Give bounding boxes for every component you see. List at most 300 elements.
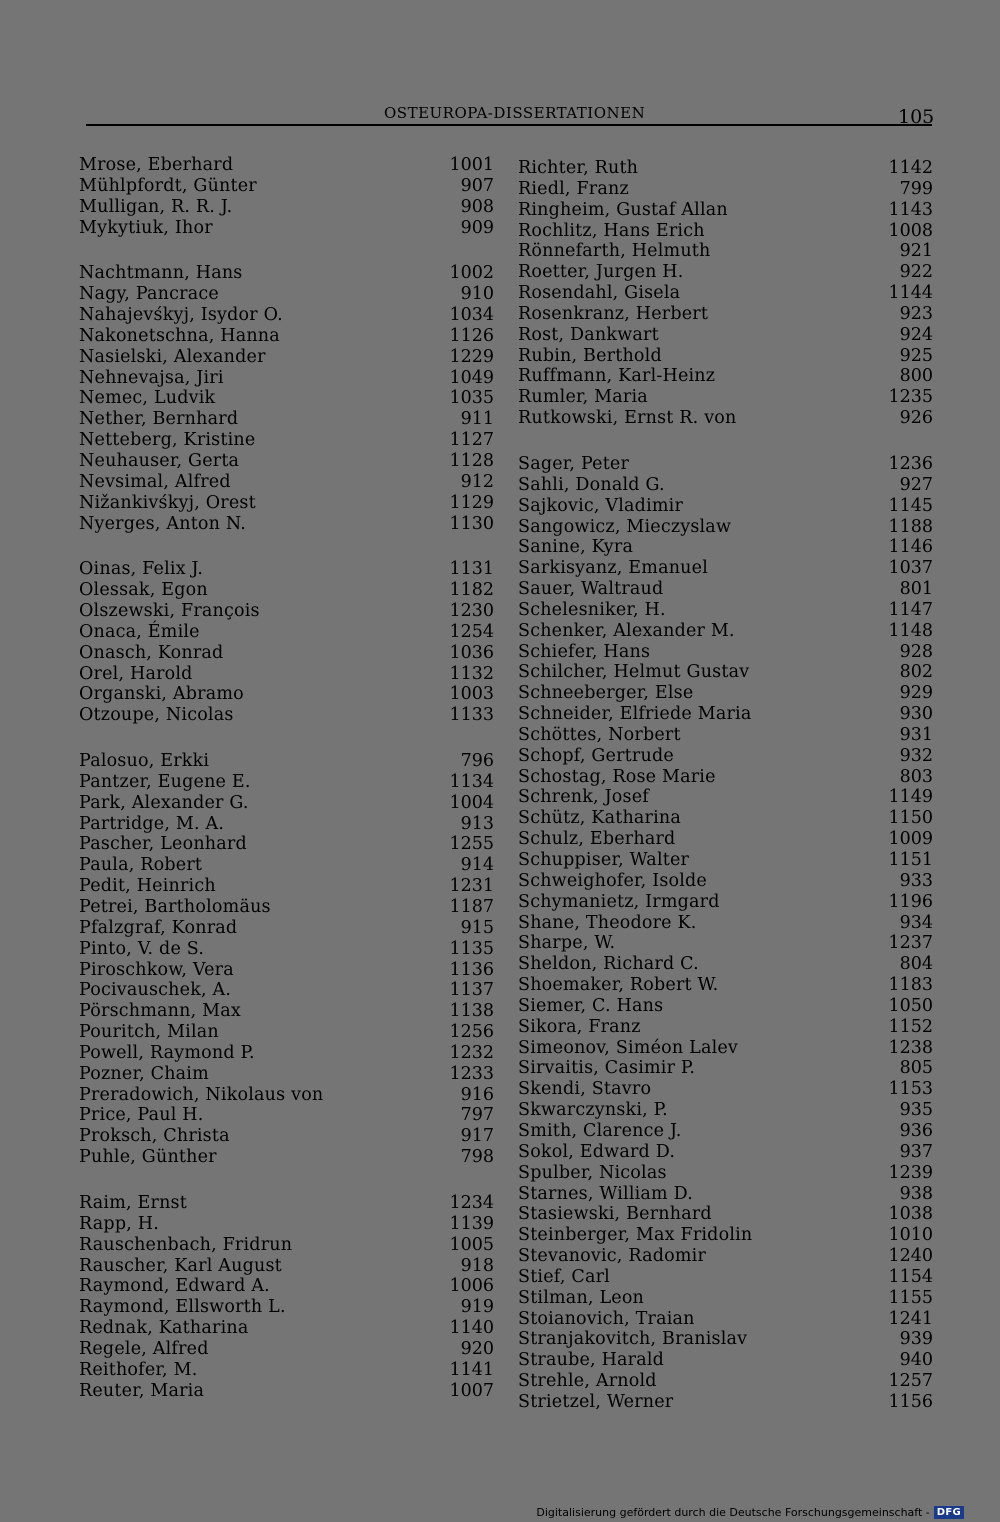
index-entry: [79, 284, 497, 305]
digitization-footer: [536, 1506, 964, 1519]
index-entry: [79, 1297, 497, 1318]
index-entry: [79, 793, 497, 814]
index-entry: [79, 197, 497, 218]
author-name: Sokol, Edward D.: [518, 1141, 676, 1162]
entry-number: 917: [460, 1126, 494, 1147]
author-name: Nagy, Pancrace: [79, 284, 219, 305]
index-entry: [79, 493, 497, 514]
entry-number: 799: [899, 178, 933, 199]
author-name: Onaca, Émile: [79, 621, 200, 642]
author-name: Schopf, Gertrude: [518, 745, 674, 766]
index-entry: [79, 1256, 497, 1277]
author-name: Stasiewski, Bernhard: [518, 1204, 712, 1225]
author-name: Netteberg, Kristine: [79, 430, 256, 451]
index-entry: [79, 472, 497, 493]
author-name: Ruffmann, Karl-Heinz: [518, 366, 716, 387]
entry-number: 1034: [449, 305, 494, 326]
index-entry: [79, 939, 497, 960]
letter-group-spacer: [79, 1168, 497, 1193]
author-name: Oinas, Felix J.: [79, 559, 204, 580]
index-entry: [518, 283, 936, 304]
index-entry: [79, 1235, 497, 1256]
entry-number: 936: [899, 1120, 933, 1141]
index-entry: [518, 746, 936, 767]
entry-number: 932: [899, 745, 933, 766]
author-name: Rauscher, Karl August: [79, 1255, 282, 1276]
entry-number: 1188: [888, 516, 933, 537]
index-entry: [518, 725, 936, 746]
entry-number: 802: [899, 662, 933, 683]
footer-text: Digitalisierung gefördert durch die Deutsche Forschungsgemeinschaft -: [536, 1506, 930, 1519]
entry-number: 1003: [449, 684, 494, 705]
entry-number: 1138: [449, 1001, 494, 1022]
author-name: Schuppiser, Walter: [518, 850, 690, 870]
index-entry: [79, 1105, 497, 1126]
author-name: Orel, Harold: [79, 663, 193, 684]
entry-number: 803: [899, 766, 933, 787]
index-entry: [79, 751, 497, 772]
index-entry: [518, 1225, 936, 1246]
author-name: Organski, Abramo: [79, 684, 244, 705]
entry-number: 1037: [888, 558, 933, 579]
entry-number: 1149: [888, 787, 933, 808]
entry-number: 1035: [449, 388, 494, 409]
index-entry: [79, 772, 497, 793]
index-entry: [79, 218, 497, 239]
entry-number: 934: [899, 912, 933, 933]
author-name: Nevsimal, Alfred: [79, 471, 231, 492]
index-entry: [518, 850, 936, 871]
author-name: Rochlitz, Hans Erich: [518, 220, 705, 241]
author-name: Rutkowski, Ernst R. von: [518, 408, 737, 429]
entry-number: 915: [460, 917, 494, 938]
author-name: Olszewski, François: [79, 601, 260, 622]
entry-number: 1130: [449, 513, 494, 534]
index-entry: [79, 155, 497, 176]
entry-number: 1005: [449, 1234, 494, 1255]
index-entry: [79, 1318, 497, 1339]
entry-number: 800: [899, 366, 933, 387]
entry-number: 938: [899, 1183, 933, 1204]
index-entry: [79, 305, 497, 326]
index-entry: [79, 176, 497, 197]
author-name: Pinto, V. de S.: [79, 938, 205, 959]
author-name: Schulz, Eberhard: [518, 829, 676, 850]
author-name: Stranjakovitch, Branislav: [518, 1329, 748, 1350]
index-entry: [79, 1214, 497, 1235]
entry-number: 1038: [888, 1204, 933, 1225]
index-entry: [79, 601, 497, 622]
index-entry: [518, 642, 936, 663]
entry-number: 910: [460, 284, 494, 305]
author-name: Strehle, Arnold: [518, 1371, 657, 1392]
author-name: Simeonov, Siméon Lalev: [518, 1037, 739, 1058]
author-name: Pfalzgraf, Konrad: [79, 917, 238, 938]
entry-number: 1010: [888, 1225, 933, 1246]
author-name: Schiefer, Hans: [518, 641, 651, 662]
entry-number: 940: [899, 1350, 933, 1371]
author-name: Raymond, Edward A.: [79, 1276, 270, 1297]
index-entry: [79, 1126, 497, 1147]
entry-number: 916: [460, 1084, 494, 1105]
index-entry: [518, 683, 936, 704]
entry-number: 1132: [449, 663, 494, 684]
entry-number: 937: [899, 1141, 933, 1162]
entry-number: 1237: [888, 933, 933, 954]
author-name: Sanine, Kyra: [518, 537, 634, 558]
entry-number: 1146: [888, 537, 933, 558]
entry-number: 1126: [449, 325, 494, 346]
author-name: Shane, Theodore K.: [518, 912, 697, 933]
author-name: Mrose, Eberhard: [79, 155, 234, 175]
entry-number: 1129: [449, 492, 494, 513]
entry-number: 908: [460, 196, 494, 217]
index-entry: [79, 1147, 497, 1168]
author-name: Raymond, Ellsworth L.: [79, 1297, 286, 1318]
entry-number: 1255: [449, 834, 494, 855]
author-name: Pouritch, Milan: [79, 1022, 219, 1043]
author-name: Price, Paul H.: [79, 1105, 204, 1126]
entry-number: 1148: [888, 620, 933, 641]
running-header-title: OSTEUROPA-DISSERTATIONEN: [384, 104, 646, 122]
author-name: Sangowicz, Mieczyslaw: [518, 516, 732, 537]
index-entry: [79, 814, 497, 835]
author-name: Reuter, Maria: [79, 1380, 205, 1401]
author-name: Sajkovic, Vladimir: [518, 495, 684, 516]
author-name: Palosuo, Erkki: [79, 751, 210, 772]
author-name: Paula, Robert: [79, 855, 203, 876]
author-name: Schymanietz, Irmgard: [518, 891, 720, 912]
index-entry: [518, 346, 936, 367]
author-name: Sarkisyanz, Emanuel: [518, 558, 709, 579]
author-name: Raim, Ernst: [79, 1192, 187, 1213]
letter-group-spacer: [518, 429, 936, 454]
index-entry: [518, 1163, 936, 1184]
entry-number: 1187: [449, 897, 494, 917]
index-entry: [518, 913, 936, 934]
author-name: Richter, Ruth: [518, 158, 639, 178]
entry-number: 1141: [449, 1359, 494, 1380]
left-index-column: [79, 155, 497, 1401]
author-name: Schöttes, Norbert: [518, 724, 681, 745]
entry-number: 1257: [888, 1371, 933, 1392]
author-name: Pedit, Heinrich: [79, 876, 216, 897]
index-entry: [79, 1064, 497, 1085]
index-entry: [518, 892, 936, 913]
entry-number: 1241: [888, 1308, 933, 1329]
index-entry: [518, 871, 936, 892]
author-name: Otzoupe, Nicolas: [79, 705, 234, 726]
author-name: Starnes, William D.: [518, 1183, 693, 1204]
index-entry: [518, 787, 936, 808]
author-name: Nasielski, Alexander: [79, 346, 266, 367]
index-entry: [518, 262, 936, 283]
right-index-column: [518, 158, 936, 1413]
index-entry: [518, 475, 936, 496]
author-name: Riedl, Franz: [518, 178, 629, 199]
index-entry: [79, 451, 497, 472]
index-entry: [79, 430, 497, 451]
entry-number: 931: [899, 724, 933, 745]
author-name: Stoianovich, Traian: [518, 1308, 695, 1329]
index-entry: [518, 1309, 936, 1330]
letter-group-spacer: [79, 726, 497, 751]
entry-number: 1230: [449, 601, 494, 622]
author-name: Rost, Dankwart: [518, 324, 659, 345]
author-name: Pocivauschek, A.: [79, 980, 232, 1001]
entry-number: 1001: [449, 155, 494, 175]
entry-number: 1008: [888, 220, 933, 241]
index-entry: [79, 409, 497, 430]
index-entry: [79, 1193, 497, 1214]
index-entry: [518, 241, 936, 262]
author-name: Rednak, Katharina: [79, 1318, 249, 1339]
index-entry: [79, 559, 497, 580]
entry-number: 939: [899, 1329, 933, 1350]
entry-number: 1006: [449, 1276, 494, 1297]
author-name: Pozner, Chaim: [79, 1063, 209, 1084]
index-entry: [518, 537, 936, 558]
index-entry: [518, 1246, 936, 1267]
entry-number: 1137: [449, 980, 494, 1001]
author-name: Schneider, Elfriede Maria: [518, 704, 752, 725]
index-entry: [518, 221, 936, 242]
letter-group-spacer: [79, 238, 497, 263]
entry-number: 1145: [888, 495, 933, 516]
author-name: Nehnevajsa, Jiri: [79, 367, 224, 388]
entry-number: 1155: [888, 1287, 933, 1308]
entry-number: 911: [460, 409, 494, 430]
author-name: Rapp, H.: [79, 1213, 159, 1234]
entry-number: 1050: [888, 995, 933, 1016]
index-entry: [79, 368, 497, 389]
author-name: Nahajevśkyj, Isydor O.: [79, 305, 283, 326]
entry-number: 1036: [449, 642, 494, 663]
entry-number: 925: [899, 345, 933, 366]
entry-number: 1147: [888, 599, 933, 620]
entry-number: 1002: [449, 263, 494, 284]
index-entry: [79, 326, 497, 347]
entry-number: 1256: [449, 1022, 494, 1043]
author-name: Strietzel, Werner: [518, 1391, 674, 1412]
author-name: Stevanovic, Radomir: [518, 1246, 707, 1267]
author-name: Roetter, Jurgen H.: [518, 262, 684, 283]
author-name: Piroschkow, Vera: [79, 959, 234, 980]
entry-number: 805: [899, 1058, 933, 1079]
index-entry: [518, 1184, 936, 1205]
index-entry: [518, 387, 936, 408]
header-rule: [86, 124, 932, 126]
entry-number: 921: [899, 241, 933, 262]
entry-number: 914: [460, 855, 494, 876]
author-name: Sikora, Franz: [518, 1016, 641, 1037]
entry-number: 920: [460, 1338, 494, 1359]
index-entry: [518, 517, 936, 538]
index-entry: [79, 876, 497, 897]
dfg-logo: DFG: [934, 1506, 964, 1519]
entry-number: 1142: [888, 158, 933, 178]
index-entry: [518, 158, 936, 179]
entry-number: 923: [899, 303, 933, 324]
index-entry: [518, 1142, 936, 1163]
author-name: Preradowich, Nikolaus von: [79, 1084, 324, 1105]
index-entry: [79, 705, 497, 726]
author-name: Nižankivśkyj, Orest: [79, 492, 256, 513]
index-entry: [518, 1392, 936, 1413]
entry-number: 926: [899, 408, 933, 429]
index-entry: [518, 1371, 936, 1392]
author-name: Sharpe, W.: [518, 933, 616, 954]
author-name: Partridge, M. A.: [79, 813, 225, 834]
index-entry: [79, 622, 497, 643]
author-name: Schrenk, Josef: [518, 787, 649, 808]
author-name: Schostag, Rose Marie: [518, 766, 716, 787]
author-name: Schneeberger, Else: [518, 683, 694, 704]
index-entry: [518, 1121, 936, 1142]
entry-number: 1156: [888, 1391, 933, 1412]
entry-number: 796: [460, 751, 494, 772]
entry-number: 804: [899, 954, 933, 975]
index-entry: [518, 408, 936, 429]
author-name: Sheldon, Richard C.: [518, 954, 699, 975]
entry-number: 1144: [888, 283, 933, 304]
author-name: Schelesniker, H.: [518, 599, 666, 620]
entry-number: 797: [460, 1105, 494, 1126]
entry-number: 1140: [449, 1318, 494, 1339]
entry-number: 1231: [449, 876, 494, 897]
page-number: 105: [898, 106, 935, 128]
author-name: Spulber, Nicolas: [518, 1162, 667, 1183]
entry-number: 1240: [888, 1246, 933, 1267]
author-name: Steinberger, Max Fridolin: [518, 1225, 753, 1246]
entry-number: 1235: [888, 387, 933, 408]
author-name: Nether, Bernhard: [79, 409, 239, 430]
entry-number: 1196: [888, 891, 933, 912]
entry-number: 1182: [449, 580, 494, 601]
index-entry: [518, 1350, 936, 1371]
index-entry: [79, 918, 497, 939]
entry-number: 1007: [449, 1380, 494, 1401]
index-entry: [518, 954, 936, 975]
entry-number: 935: [899, 1100, 933, 1121]
author-name: Stief, Carl: [518, 1266, 610, 1287]
index-entry: [79, 1339, 497, 1360]
author-name: Regele, Alfred: [79, 1338, 209, 1359]
entry-number: 927: [899, 474, 933, 495]
author-name: Skwarczynski, P.: [518, 1100, 668, 1121]
index-entry: [79, 960, 497, 981]
entry-number: 801: [899, 579, 933, 600]
index-entry: [518, 200, 936, 221]
author-name: Rubin, Berthold: [518, 345, 662, 366]
entry-number: 907: [460, 175, 494, 196]
entry-number: 798: [460, 1147, 494, 1168]
index-entry: [518, 454, 936, 475]
entry-number: 1131: [449, 559, 494, 580]
entry-number: 1134: [449, 771, 494, 792]
author-name: Onasch, Konrad: [79, 642, 224, 663]
author-name: Pascher, Leonhard: [79, 834, 247, 855]
index-entry: [518, 1204, 936, 1225]
index-entry: [79, 1022, 497, 1043]
index-entry: [518, 1038, 936, 1059]
index-entry: [79, 1001, 497, 1022]
index-entry: [518, 579, 936, 600]
entry-number: 1183: [888, 975, 933, 996]
index-entry: [79, 388, 497, 409]
index-entry: [79, 1276, 497, 1297]
index-entry: [79, 1360, 497, 1381]
author-name: Powell, Raymond P.: [79, 1042, 255, 1063]
author-name: Reithofer, M.: [79, 1359, 198, 1380]
entry-number: 1236: [888, 453, 933, 474]
index-entry: [518, 662, 936, 683]
author-name: Park, Alexander G.: [79, 792, 249, 813]
entry-number: 1128: [449, 450, 494, 471]
entry-number: 909: [460, 217, 494, 238]
index-entry: [79, 664, 497, 685]
entry-number: 1143: [888, 199, 933, 220]
index-entry: [518, 808, 936, 829]
index-entry: [518, 179, 936, 200]
index-entry: [518, 1329, 936, 1350]
index-entry: [79, 643, 497, 664]
index-entry: [79, 834, 497, 855]
author-name: Pörschmann, Max: [79, 1001, 241, 1022]
author-name: Schweighofer, Isolde: [518, 870, 707, 891]
index-entry: [518, 767, 936, 788]
entry-number: 1009: [888, 829, 933, 850]
entry-number: 1151: [888, 850, 933, 870]
entry-number: 913: [460, 813, 494, 834]
author-name: Proksch, Christa: [79, 1126, 230, 1147]
index-entry: [518, 1267, 936, 1288]
index-entry: [79, 980, 497, 1001]
author-name: Mühlpfordt, Günter: [79, 175, 257, 196]
entry-number: 1135: [449, 938, 494, 959]
entry-number: 1232: [449, 1042, 494, 1063]
index-entry: [518, 933, 936, 954]
entry-number: 1154: [888, 1266, 933, 1287]
entry-number: 919: [460, 1297, 494, 1318]
index-entry: [79, 1085, 497, 1106]
entry-number: 928: [899, 641, 933, 662]
author-name: Rosenkranz, Herbert: [518, 303, 709, 324]
index-entry: [518, 558, 936, 579]
index-entry: [518, 1017, 936, 1038]
author-name: Nyerges, Anton N.: [79, 513, 247, 534]
entry-number: 924: [899, 324, 933, 345]
index-entry: [79, 684, 497, 705]
entry-number: 1254: [449, 621, 494, 642]
author-name: Sager, Peter: [518, 453, 630, 474]
index-entry: [518, 304, 936, 325]
index-entry: [518, 1288, 936, 1309]
author-name: Olessak, Egon: [79, 580, 208, 601]
entry-number: 1238: [888, 1037, 933, 1058]
index-entry: [79, 347, 497, 368]
index-entry: [518, 1079, 936, 1100]
entry-number: 1127: [449, 430, 494, 451]
entry-number: 1229: [449, 346, 494, 367]
entry-number: 933: [899, 870, 933, 891]
author-name: Pantzer, Eugene E.: [79, 771, 251, 792]
entry-number: 922: [899, 262, 933, 283]
author-name: Sirvaitis, Casimir P.: [518, 1058, 696, 1079]
index-entry: [518, 496, 936, 517]
entry-number: 1239: [888, 1162, 933, 1183]
index-entry: [79, 263, 497, 284]
